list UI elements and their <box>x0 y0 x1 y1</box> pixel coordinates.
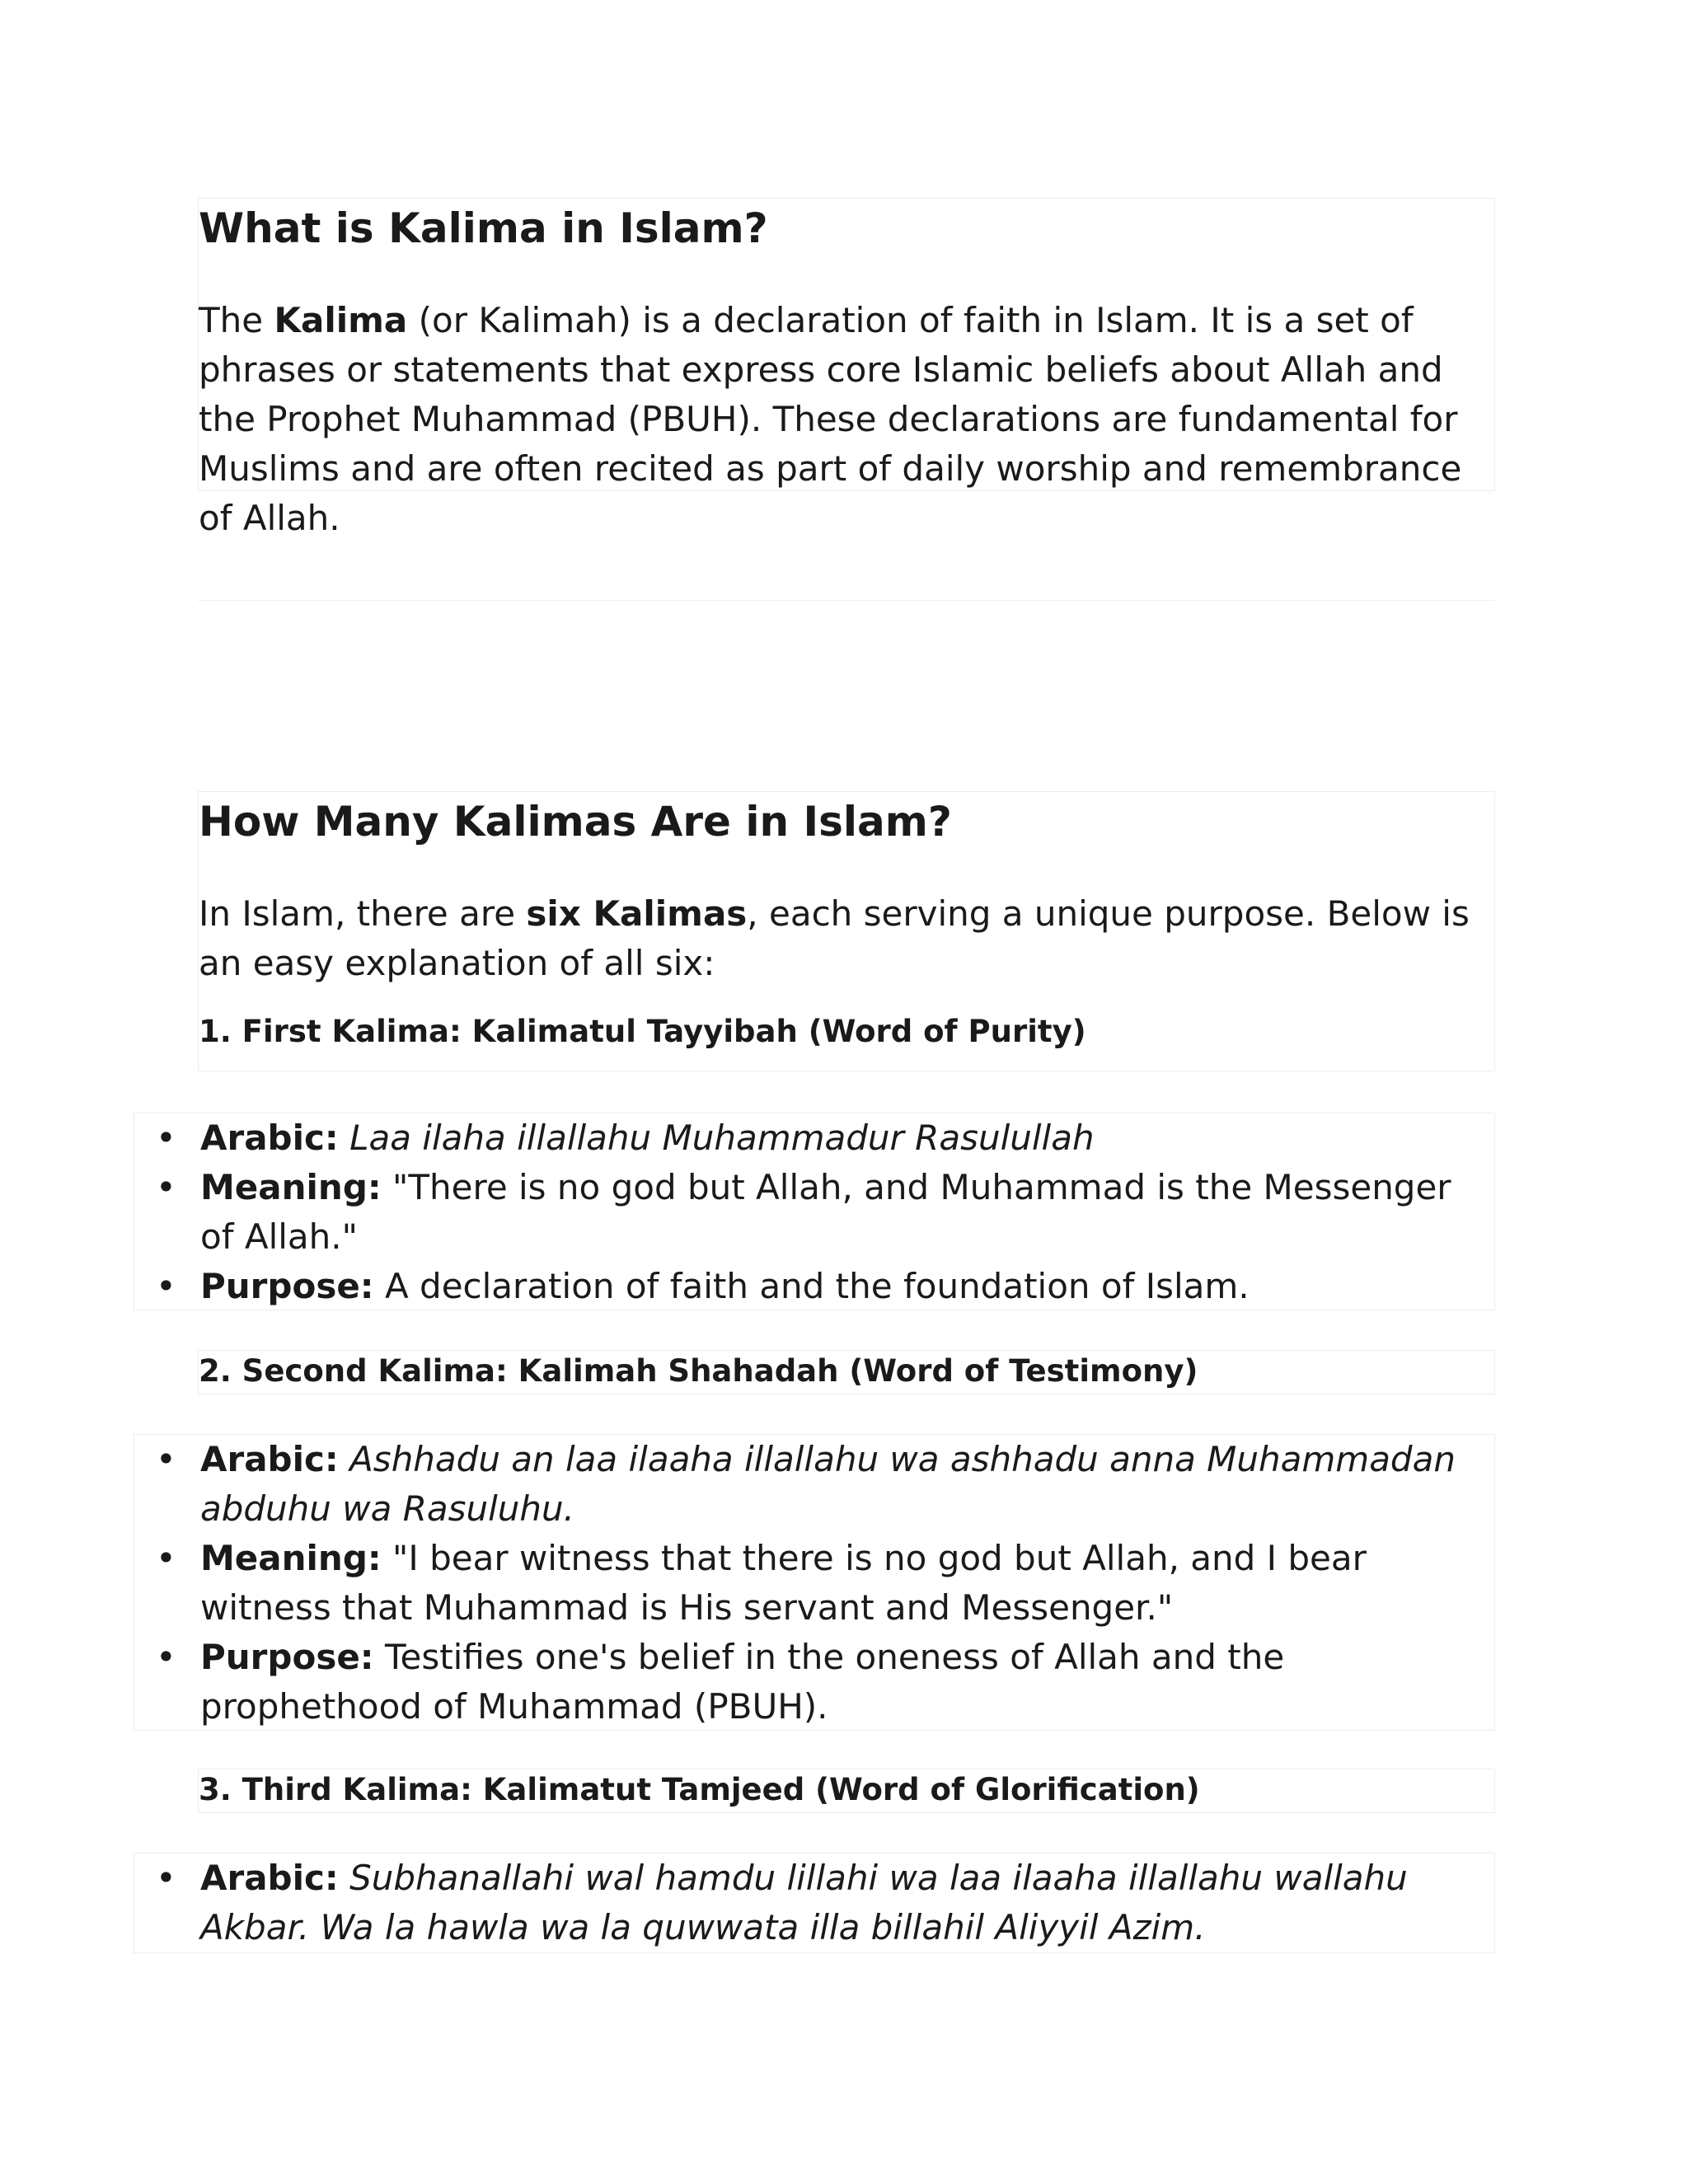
bullet-icon: • <box>156 1167 176 1207</box>
bullet-icon: • <box>156 1637 176 1677</box>
kalima-heading: 2. Second Kalima: Kalimah Shahadah (Word of Testimony) <box>199 1353 1198 1389</box>
kalima-3-heading-block <box>198 1769 1495 1813</box>
bullet-icon: • <box>156 1118 176 1158</box>
kalima-1-details <box>134 1113 1495 1310</box>
bullet-icon: • <box>156 1439 176 1479</box>
list-item-arabic: • Arabic: Ashhadu an laa ilaaha illallahu wa ashhadu anna Muhammadan abduhu wa Rasuluhu. <box>134 1435 1494 1534</box>
bullet-icon: • <box>156 1538 176 1578</box>
kalima-heading: 1. First Kalima: Kalimatul Tayyibah (Word of Purity) <box>199 1014 1086 1049</box>
list-item-arabic: • Arabic: Laa ilaha illallahu Muhammadur Rasulullah <box>134 1113 1494 1163</box>
section-how-many-kalimas <box>198 791 1495 1071</box>
section-divider <box>198 600 1495 601</box>
kalima-2-details <box>134 1434 1495 1731</box>
kalima-heading: 3. Third Kalima: Kalimatut Tamjeed (Word of Glorification) <box>199 1772 1200 1807</box>
section-title: How Many Kalimas Are in Islam? <box>199 798 952 846</box>
section-what-is-kalima <box>198 198 1495 538</box>
list-item-meaning: • Meaning: "There is no god but Allah, and Muhammad is the Messenger of Allah." <box>134 1163 1494 1262</box>
bullet-icon: • <box>156 1858 176 1898</box>
list-item-arabic: • Arabic: Subhanallahi wal hamdu lillahi wa laa ilaaha illallahu wallahu Akbar. Wa la hawla wa la quwwata illa billahil Aliyyil Azim. <box>134 1854 1494 1952</box>
bullet-icon: • <box>156 1266 176 1306</box>
kalima-2-heading-block <box>198 1350 1495 1394</box>
list-item-purpose: • Purpose: A declaration of faith and the foundation of Islam. <box>134 1262 1494 1311</box>
section-title: What is Kalima in Islam? <box>199 204 768 252</box>
section-intro: The Kalima (or Kalimah) is a declaration of faith in Islam. It is a set of phrases or statements that express core Islamic beliefs about Allah and the Prophet Muhammad (PBUH). These declarations are fundamental for Muslims and are often recited as part of daily worship and remembrance of Allah. <box>199 300 1462 538</box>
section-intro: In Islam, there are six Kalimas, each serving a unique purpose. Below is an easy explanation of all six: <box>199 893 1470 983</box>
kalima-3-details <box>134 1853 1495 1953</box>
list-item-purpose: • Purpose: Testifies one's belief in the oneness of Allah and the prophethood of Muhammad (PBUH). <box>134 1633 1494 1732</box>
list-item-meaning: • Meaning: "I bear witness that there is no god but Allah, and I bear witness that Muhammad is His servant and Messenger." <box>134 1534 1494 1633</box>
